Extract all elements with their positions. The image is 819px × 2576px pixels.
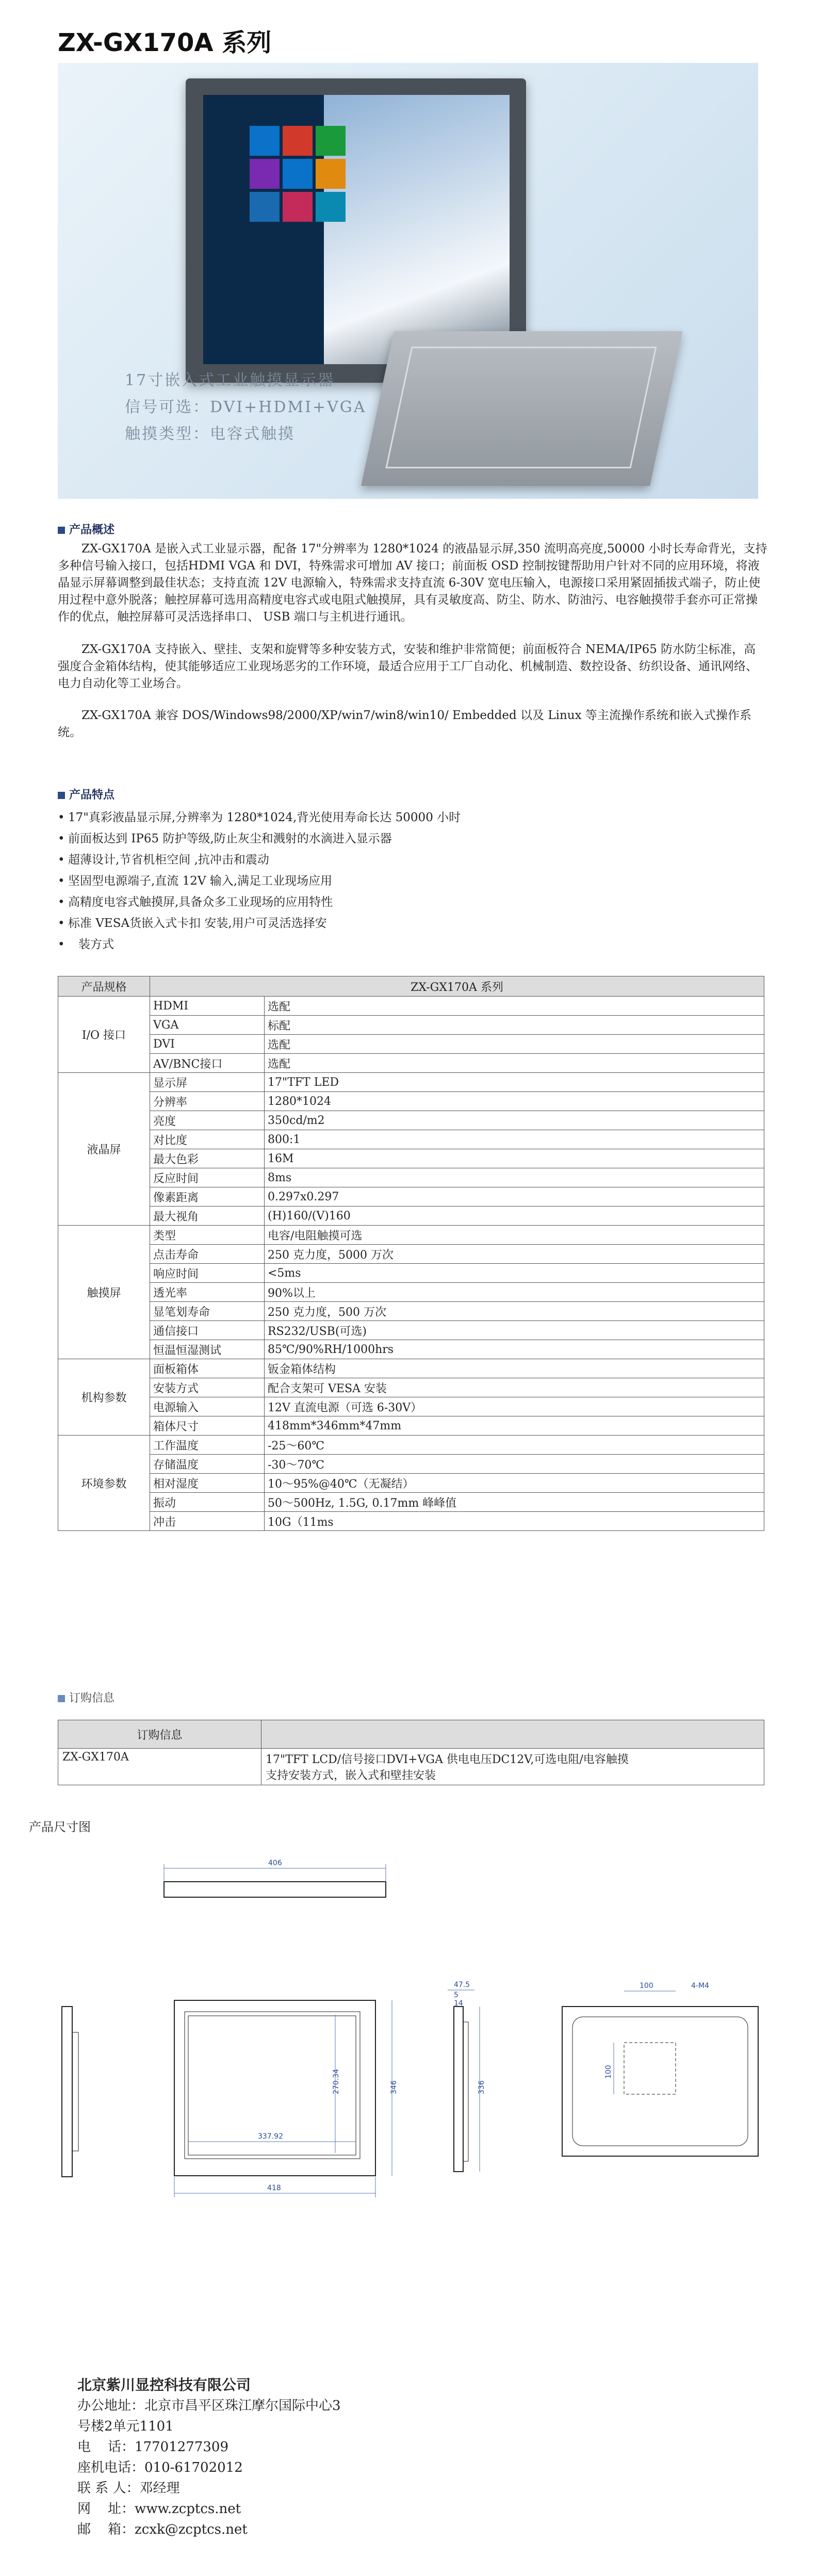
- feature-item: • 前面板达到 IP65 防护等级,防止灰尘和溅射的水滴进入显示器: [58, 828, 481, 850]
- spec-value: -25～60℃: [265, 1436, 764, 1455]
- spec-key: 通信接口: [150, 1321, 265, 1340]
- spec-value: 钣金箱体结构: [265, 1359, 764, 1378]
- spec-key: 对比度: [150, 1130, 265, 1149]
- spec-key: 箱体尺寸: [150, 1416, 265, 1436]
- features-list: [58, 807, 481, 955]
- spec-row: [58, 1512, 764, 1531]
- spec-value: 16M: [265, 1149, 764, 1168]
- spec-row: [58, 1035, 764, 1054]
- spec-row: [58, 1378, 764, 1397]
- spec-key: 冲击: [150, 1512, 265, 1531]
- spec-key: VGA: [150, 1016, 265, 1035]
- overview-paragraph-2: ZX-GX170A 支持嵌入、壁挂、支架和旋臂等多种安装方式，安装和维护非常简便；前面板符合 NEMA/IP65 防水防尘标准，高强度合金箱体结构，使其能够适应工业现场恶劣的工作环境，最适合应用于工厂自动化、机械制造、数控设备、纺织设备、通讯网络、电力自动化等工业场合。: [58, 643, 758, 690]
- order-header: 订购信息: [58, 1720, 261, 1749]
- feature-item: • 坚固型电源端子,直流 12V 输入,满足工业现场应用: [58, 871, 481, 892]
- spec-key: 显示屏: [150, 1073, 265, 1092]
- spec-value: 1280*1024: [265, 1092, 764, 1111]
- page-title: ZX-GX170A 系列: [58, 28, 272, 57]
- dim-screw: 4-M4: [691, 1982, 709, 1990]
- spec-value: 800:1: [265, 1130, 764, 1149]
- spec-key: 电源输入: [150, 1397, 265, 1416]
- spec-value: (H)160/(V)160: [265, 1207, 764, 1226]
- spec-row: [58, 1187, 764, 1207]
- spec-key: 响应时间: [150, 1264, 265, 1283]
- spec-row: [58, 1397, 764, 1416]
- spec-group-name: 触摸屏: [58, 1226, 150, 1359]
- contact-line: 网 址：www.zcptcs.net: [77, 2501, 241, 2517]
- spec-value: 选配: [265, 997, 764, 1016]
- spec-value: 8ms: [265, 1168, 764, 1187]
- spec-row: [58, 1436, 764, 1455]
- spec-key: 恒温恒湿测试: [150, 1340, 265, 1359]
- spec-key: 透光率: [150, 1283, 265, 1302]
- contact-line: 座机电话：010-61702012: [77, 2460, 243, 2475]
- feature-item: • 超薄设计,节省机柜空间 ,抗冲击和震动: [58, 850, 481, 871]
- spec-value: 选配: [265, 1054, 764, 1073]
- spec-group-name: 机构参数: [58, 1359, 150, 1436]
- spec-key: 存储温度: [150, 1455, 265, 1474]
- spec-key: DVI: [150, 1035, 265, 1054]
- contact-line: 号楼2单元1101: [77, 2419, 174, 2434]
- contact-line: 邮 箱：zcxk@zcptcs.net: [77, 2522, 248, 2537]
- company-name: 北京紫川显控科技有限公司: [77, 2376, 251, 2393]
- spec-key: 类型: [150, 1226, 265, 1245]
- spec-row: [58, 1340, 764, 1359]
- feature-item: • 高精度电容式触摸屏,具备众多工业现场的应用特性: [58, 892, 481, 913]
- spec-value: <5ms: [265, 1264, 764, 1283]
- spec-row: [58, 1493, 764, 1512]
- dim-side-height: 336: [478, 2080, 486, 2094]
- spec-value: 配合支架可 VESA 安装: [265, 1378, 764, 1397]
- spec-value: 350cd/m2: [265, 1111, 764, 1130]
- spec-row: [58, 1226, 764, 1245]
- spec-table: [58, 976, 764, 1531]
- spec-key: 像素距离: [150, 1187, 265, 1207]
- spec-group-name: I/O 接口: [58, 997, 150, 1073]
- order-desc-2: 支持安装方式，嵌入式和壁挂安装: [266, 1769, 436, 1782]
- overview-paragraph-1: ZX-GX170A 是嵌入式工业显示器，配备 17"分辨率为 1280*1024 的液晶显示屏,350 流明高亮度,50000 小时长寿命背光，支持多种信号输入接口，包括HDMI VGA 和 DVI，特殊需求可增加 AV 接口；前面板 OSD 控制按键帮助用户针对不同的应用环境，将液晶显示屏幕调整到最佳状态；支持直流 12V 电源输入，特殊需求支持直流 6-30V 宽电压输入，电源接口采用紧固插拔式端子，防止使用过程中意外脱落；触控屏幕可选用高精度电容式或电阻式触摸屏，具有灵敏度高、防尘、防水、防油污、电容触摸带手套亦可正常操作的优点，触控屏幕可灵活选择串口、 USB 端口与主机进行通讯。: [58, 542, 767, 624]
- spec-key: 显笔划寿命: [150, 1302, 265, 1321]
- spec-value: 标配: [265, 1016, 764, 1035]
- spec-group-name: 环境参数: [58, 1436, 150, 1531]
- spec-row: [58, 1283, 764, 1302]
- spec-row: [58, 1092, 764, 1111]
- hero-line-3: 触摸类型：电容式触摸: [125, 425, 295, 443]
- spec-row: [58, 1111, 764, 1130]
- feature-item: • 标准 VESA货嵌入式卡扣 安装,用户可灵活选择安: [58, 913, 481, 934]
- spec-group-name: 液晶屏: [58, 1073, 150, 1226]
- spec-value: 250 克力度，5000 万次: [265, 1245, 764, 1264]
- feature-item-cont: • 装方式: [58, 934, 481, 955]
- spec-header-model: ZX-GX170A 系列: [150, 976, 764, 997]
- spec-value: 90%以上: [265, 1283, 764, 1302]
- spec-key: 面板箱体: [150, 1359, 265, 1378]
- spec-value: 12V 直流电源（可选 6-30V）: [265, 1397, 764, 1416]
- contact-line: 办公地址：北京市昌平区珠江摩尔国际中心3: [77, 2398, 341, 2414]
- order-heading: 订购信息: [58, 1689, 114, 1705]
- spec-value: 10G（11ms: [265, 1512, 764, 1531]
- dim-bezel: 5: [454, 1991, 458, 1999]
- spec-key: 相对湿度: [150, 1474, 265, 1493]
- spec-key: 分辨率: [150, 1092, 265, 1111]
- spec-key: HDMI: [150, 997, 265, 1016]
- spec-key: 点击寿命: [150, 1245, 265, 1264]
- spec-value: 10～95%@40℃（无凝结）: [265, 1474, 764, 1493]
- overview-paragraph-3: ZX-GX170A 兼容 DOS/Windows98/2000/XP/win7/win8/win10/ Embedded 以及 Linux 等主流操作系统和嵌入式操作系统。: [58, 709, 751, 739]
- spec-value: 选配: [265, 1035, 764, 1054]
- features-heading: 产品特点: [58, 786, 114, 802]
- dim-vesa-width: 100: [640, 1982, 653, 1990]
- spec-value: 17"TFT LED: [265, 1073, 764, 1092]
- spec-row: [58, 1245, 764, 1264]
- spec-value: -30～70℃: [265, 1455, 764, 1474]
- spec-value: 电容/电阻触摸可选: [265, 1226, 764, 1245]
- spec-key: 最大色彩: [150, 1149, 265, 1168]
- monitor-back-image: [361, 331, 683, 486]
- dims-heading: 产品尺寸图: [29, 1820, 91, 1834]
- contact-line: 联 系 人：邓经理: [77, 2481, 180, 2496]
- dim-inner-height: 270.34: [332, 2069, 340, 2094]
- spec-value: 418mm*346mm*47mm: [265, 1416, 764, 1436]
- spec-row: [58, 1016, 764, 1035]
- spec-value: 250 克力度，500 万次: [265, 1302, 764, 1321]
- spec-row: [58, 1207, 764, 1226]
- spec-key: 工作温度: [150, 1436, 265, 1455]
- dim-top-width: 406: [268, 1859, 282, 1867]
- spec-header-label: 产品规格: [58, 976, 150, 997]
- overview-heading: 产品概述: [58, 521, 114, 537]
- spec-row: [58, 1054, 764, 1073]
- spec-value: 0.297x0.297: [265, 1187, 764, 1207]
- spec-key: 安装方式: [150, 1378, 265, 1397]
- order-model: ZX-GX170A: [58, 1749, 261, 1785]
- hero-line-2: 信号可选：DVI+HDMI+VGA: [125, 398, 367, 416]
- spec-row: [58, 1359, 764, 1378]
- spec-row: [58, 1073, 764, 1092]
- hero-banner: [58, 63, 758, 499]
- spec-row: [58, 1455, 764, 1474]
- dim-outer-width: 418: [267, 2184, 281, 2192]
- dim-inner-width: 337.92: [258, 2132, 283, 2141]
- hero-line-1: 17寸嵌入式工业触摸显示器: [125, 371, 335, 389]
- spec-row: [58, 1416, 764, 1436]
- contact-line: 电 话：17701277309: [77, 2439, 229, 2455]
- spec-value: RS232/USB(可选): [265, 1321, 764, 1340]
- spec-row: [58, 1264, 764, 1283]
- spec-row: [58, 1321, 764, 1340]
- dim-vesa-height: 100: [604, 2065, 613, 2079]
- order-table: [58, 1720, 764, 1785]
- dim-depth: 47.5: [454, 1981, 470, 1989]
- dimension-drawing: [0, 1836, 819, 2352]
- spec-key: 最大视角: [150, 1207, 265, 1226]
- contact-block: [77, 2375, 500, 2540]
- spec-key: 反应时间: [150, 1168, 265, 1187]
- spec-row: [58, 1149, 764, 1168]
- spec-value: 50～500Hz, 1.5G, 0.17mm 峰峰值: [265, 1493, 764, 1512]
- spec-row: [58, 1474, 764, 1493]
- spec-key: AV/BNC接口: [150, 1054, 265, 1073]
- spec-value: 85℃/90%RH/1000hrs: [265, 1340, 764, 1359]
- spec-key: 亮度: [150, 1111, 265, 1130]
- spec-key: 振动: [150, 1493, 265, 1512]
- spec-row: [58, 1168, 764, 1187]
- feature-item: • 17"真彩液晶显示屏,分辨率为 1280*1024,背光使用寿命长达 50000 小时: [58, 807, 481, 828]
- spec-row: [58, 997, 764, 1016]
- order-desc-1: 17"TFT LCD/信号接口DVI+VGA 供电电压DC12V,可选电阻/电容触摸: [266, 1753, 629, 1766]
- spec-row: [58, 1130, 764, 1149]
- spec-row: [58, 1302, 764, 1321]
- dim-step: 14: [454, 1999, 463, 2008]
- dim-outer-height: 346: [390, 2080, 398, 2094]
